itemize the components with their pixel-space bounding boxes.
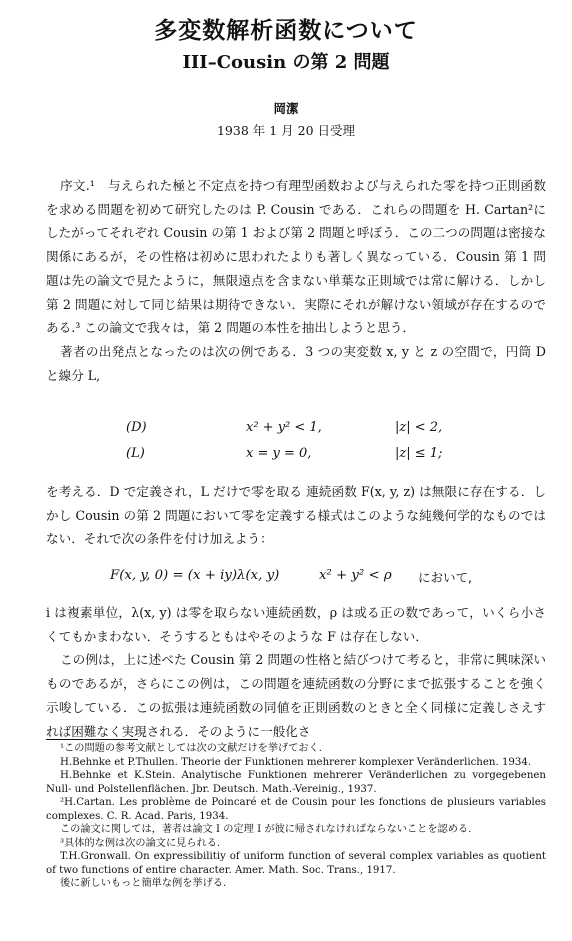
footnote-3: ³具体的な例は次の論文に見られる. [60, 837, 221, 849]
equation-condition: x² + y² < 1, [246, 420, 322, 435]
footnote-reference: H.Behnke et P.Thullen. Theorie der Funktionen mehrerer komplexer Veränderlichen. 1934. [60, 756, 532, 768]
received-date: 1938 年 1 月 20 日受理 [216, 123, 356, 138]
paragraph-generalization: この例は，上に述べた Cousin 第 2 問題の性格と結びつけて考ると，非常に興味深いものであるが，さらにこの例は，この問題を連続函数の分野にまで拡張することを強く示唆している．この拡張は連続函数の同値を正則函数のときと全く同様に定義しさえすれば困難なく実現される．そのように一般化さ [46, 652, 546, 739]
footnote-reference: H.Behnke et K.Stein. Analytische Funktionen mehrerer Veränderlichen zu vorgegebenen Null- und Polstellenflächen. Jbr. Deutsch. Math.-Vereinig., 1937. [46, 770, 546, 795]
equation-label: (D) [126, 420, 147, 435]
paragraph-conditions: i は複素単位，λ(x, y) は零を取らない連続函数，ρ は或る正の数であって，いくら小さくてもかまわない．そうするともはやそのような F は存在しない． [46, 605, 546, 644]
body-section-1 [46, 174, 546, 387]
equation-condition: |z| < 2, [395, 420, 443, 435]
footnote-remark: 後に新しいもっと簡単な例を挙げる. [60, 878, 227, 889]
body-section-2 [46, 480, 546, 551]
footnote-reference: T.H.Gronwall. On expressibilitiy of uniform function of several complex variables as quotient of two functions of entire character. Amer. Math. Soc. Trans., 1917. [46, 851, 546, 876]
paragraph-preface: 序文.¹ 与えられた極と不定点を持つ有理型函数および与えられた零を持つ正則函数を求める問題を初めて研究したのは P. Cousin である．これらの問題を H. Cartan²にしたがってそれぞれ Cousin の第 1 および第 2 問題と呼ぼう．この二つの問題は密接な関係にあるが，その性格は初めに思われたよりも著しく異なっている．Cousin 第 1 問題は先の論文で見たように，無限遠点を含まない単葉な正則域では常に解ける．しかし第 2 問題に対して同じ結果は期待できない．実際にそれが解けない領域が存在するのである.³ この論文で我々は，第 2 問題の本性を抽出しようと思う． [46, 178, 546, 336]
footnote-1: ¹この問題の参考文献としては次の文献だけを挙げておく. [60, 743, 323, 754]
footnote-2: ²H.Cartan. Les problème de Poincaré et de Cousin pour les fonctions de plusieurs variables complexes. C. R. Acad. Paris, 1934. [46, 797, 546, 822]
equation-condition: x = y = 0, [246, 446, 312, 461]
footnote-remark: この論文に関しては，著者は論文 I の定理 I が彼に帰されなければならないことを認める. [60, 824, 472, 835]
author-name: 岡潔 [273, 101, 299, 116]
paper-subtitle: III–Cousin の第 2 問題 [182, 52, 390, 73]
paper-title: 多変数解析函数について [154, 18, 418, 44]
equation-label: (L) [126, 446, 145, 461]
body-section-3 [46, 601, 546, 743]
footnotes [46, 742, 546, 891]
main-equation-suffix: において, [418, 570, 472, 585]
paragraph-example-intro: 著者の出発点となったのは次の例である．3 つの実変数 x, y と z の空間で，円筒 D と線分 L, [46, 343, 546, 383]
equation-condition: |z| ≤ 1; [395, 446, 443, 461]
footnote-divider [46, 739, 138, 740]
main-equation-condition: x² + y² < ρ [319, 568, 392, 583]
paragraph-continuous-function: を考える．D で定義され，L だけで零を取る 連続函数 F(x, y, z) は無限に存在する．しかし Cousin の第 2 問題において零を定義する様式はこのような純幾何学的なものではない．それで次の条件を付け加えよう： [46, 484, 546, 547]
main-equation-formula: F(x, y, 0) = (x + iy)λ(x, y) [110, 568, 280, 583]
